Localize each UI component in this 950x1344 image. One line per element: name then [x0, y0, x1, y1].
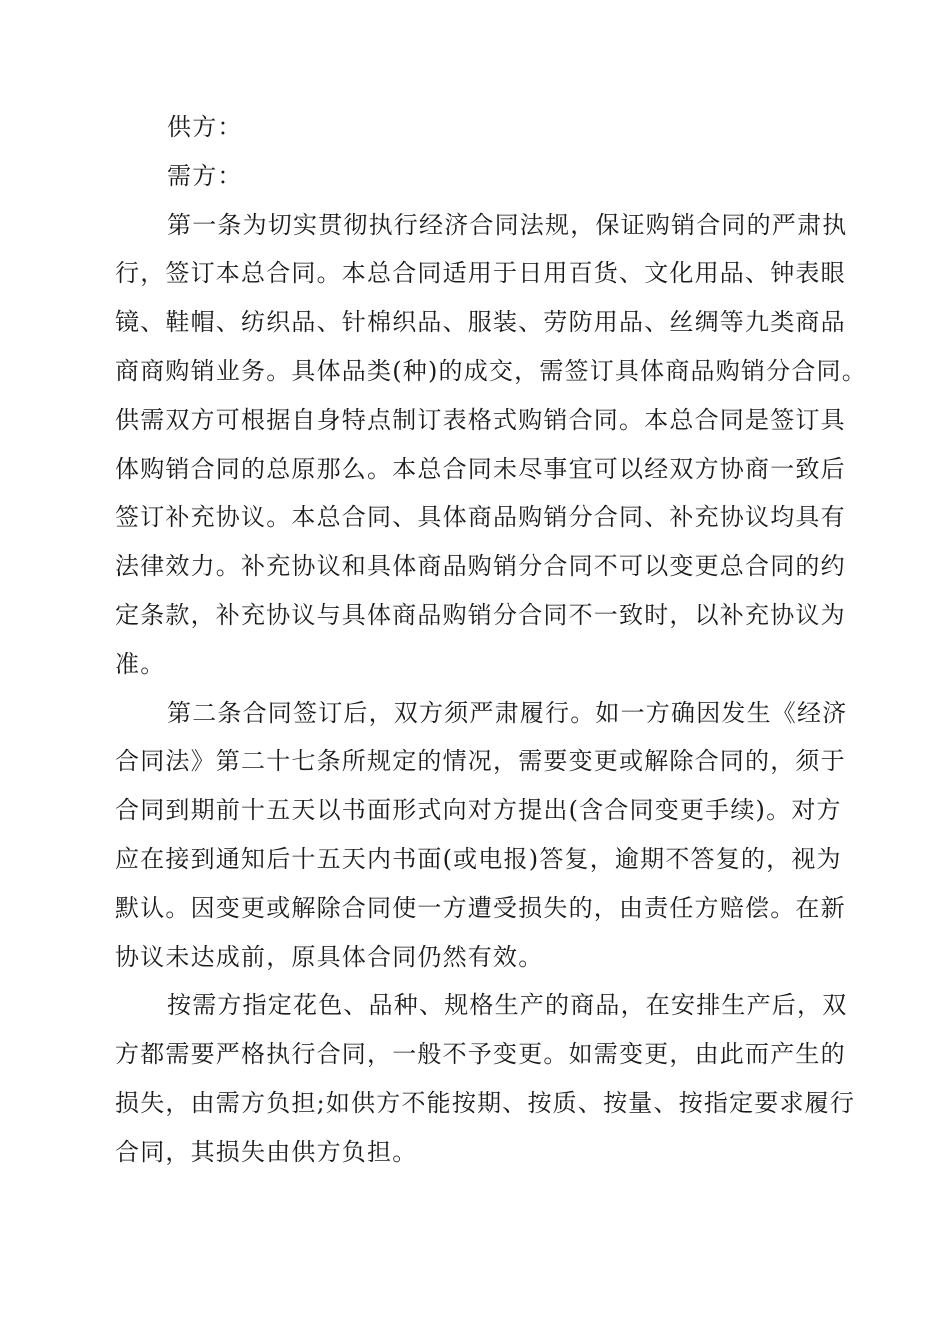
- paragraph-line: 第一条为切实贯彻执行经济合同法规，保证购销合同的严肃执: [167, 210, 848, 239]
- paragraph-line: 行，签订本总合同。本总合同适用于日用百货、文化用品、钟表眼: [115, 259, 846, 288]
- paragraph-line: 供需双方可根据自身特点制订表格式购销合同。本总合同是签订具: [115, 405, 846, 434]
- paragraph-line: 定条款，补充协议与具体商品购销分合同不一致时，以补充协议为: [115, 600, 846, 629]
- paragraph-custom-goods: [115, 981, 856, 1176]
- paragraph-line: 签订补充协议。本总合同、具体商品购销分合同、补充协议均具有: [115, 503, 846, 532]
- paragraph-line: 镜、鞋帽、纺织品、针棉织品、服装、劳防用品、丝绸等九类商品: [115, 308, 846, 337]
- paragraph-line: 商商购销业务。具体品类(种)的成交，需签订具体商品购销分合同。: [115, 356, 867, 385]
- paragraph-line: 准。: [115, 649, 166, 678]
- paragraph-line: 按需方指定花色、品种、规格生产的商品，在安排生产后，双: [167, 991, 848, 1020]
- paragraph-line: 应在接到通知后十五天内书面(或电报)答复，逾期不答复的，视为: [115, 844, 842, 873]
- paragraph-line: 合同到期前十五天以书面形式向对方提出(含合同变更手续)。对方: [115, 796, 842, 825]
- buyer-label: 需方：: [167, 161, 243, 190]
- paragraph-line: 第二条合同签订后，双方须严肃履行。如一方确因发生《经济: [167, 698, 848, 727]
- supplier-label: 供方：: [167, 113, 243, 141]
- paragraph-line: 合同法》第二十七条所规定的情况，需要变更或解除合同的，须于: [115, 747, 846, 776]
- paragraph-line: 协议未达成前，原具体合同仍然有效。: [115, 942, 544, 971]
- paragraph-line: 损失，由需方负担;如供方不能按期、按质、按量、按指定要求履行: [115, 1088, 856, 1117]
- document-body: [115, 103, 867, 1177]
- paragraph-line: 方都需要严格执行合同，一般不予变更。如需变更，由此而产生的: [115, 1040, 846, 1069]
- paragraph-line: 默认。因变更或解除合同使一方遭受损失的，由责任方赔偿。在新: [115, 893, 846, 922]
- paragraph-line: 体购销合同的总原那么。本总合同未尽事宜可以经双方协商一致后: [115, 454, 846, 483]
- paragraph-article-2: [115, 689, 848, 982]
- paragraph-line: 合同，其损失由供方负担。: [115, 1137, 418, 1166]
- paragraph-line: 法律效力。补充协议和具体商品购销分合同不可以变更总合同的约: [115, 552, 846, 581]
- paragraph-article-1: [115, 201, 867, 689]
